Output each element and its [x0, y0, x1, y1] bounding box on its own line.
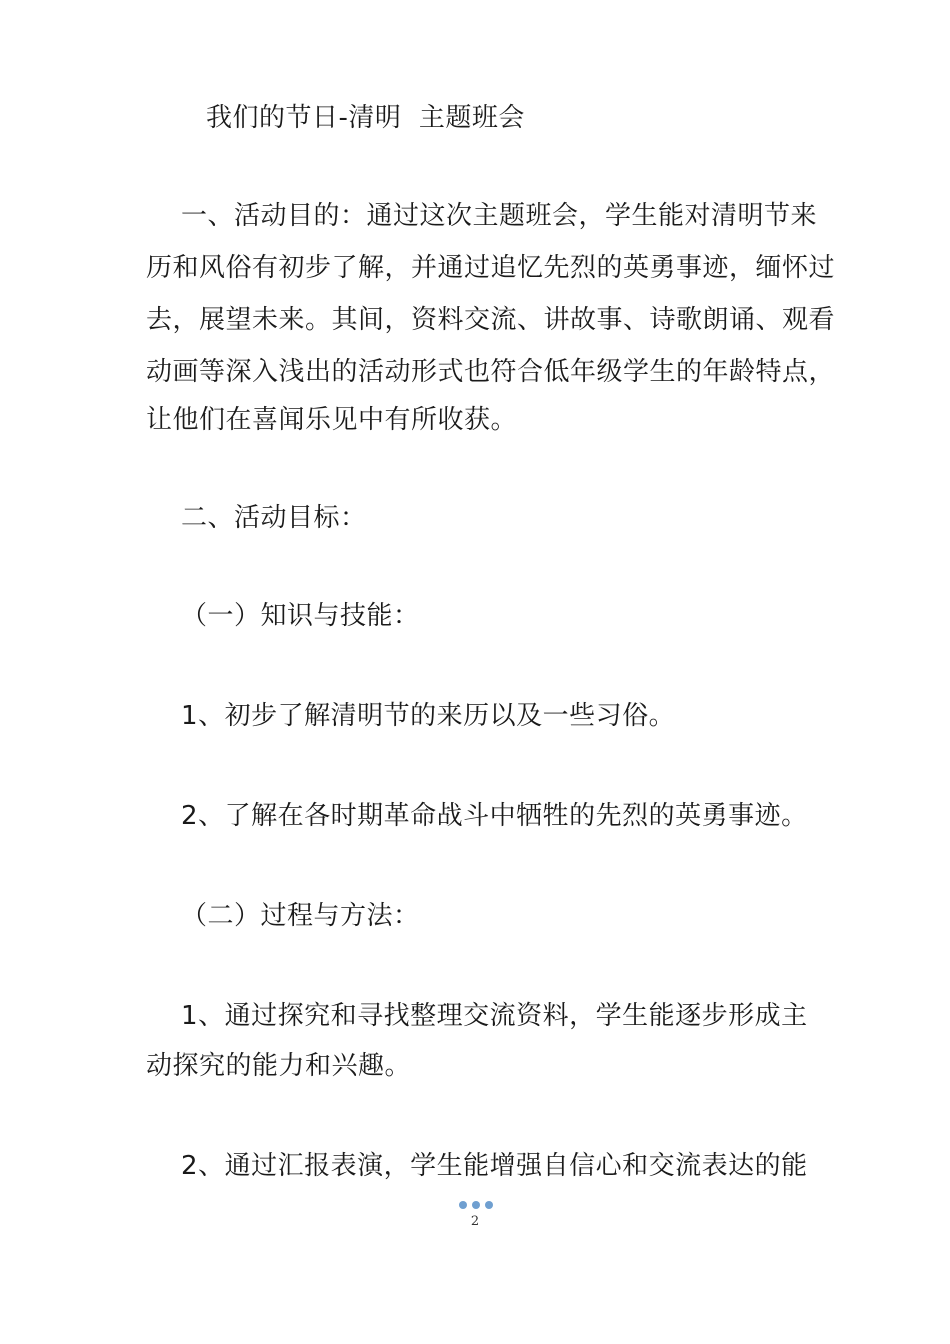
- item-1-1: 1、初步了解清明节的来历以及一些习俗。: [146, 701, 676, 731]
- paragraph-1-line-4: 动画等深入浅出的活动形式也符合低年级学生的年龄特点，: [146, 357, 836, 387]
- paragraph-1-line-3: 去，展望未来。其间，资料交流、讲故事、诗歌朗诵、观看: [146, 305, 836, 335]
- paragraph-1-line-1: 一、活动目的：通过这次主题班会，学生能对清明节来: [146, 201, 818, 231]
- page-ellipsis-icon: [459, 1200, 493, 1210]
- item-1-2: 2、了解在各时期革命战斗中牺牲的先烈的英勇事迹。: [146, 801, 808, 831]
- subsection-2-heading: （二）过程与方法：: [146, 901, 420, 931]
- item-2-2-line-1: 2、通过汇报表演，学生能增强自信心和交流表达的能: [146, 1151, 808, 1181]
- paragraph-1-line-2: 历和风俗有初步了解，并通过追忆先烈的英勇事迹，缅怀过: [146, 253, 836, 283]
- item-2-1-line-1: 1、通过探究和寻找整理交流资料，学生能逐步形成主: [146, 1001, 808, 1031]
- paragraph-1-line-5: 让他们在喜闻乐见中有所收获。: [146, 405, 518, 435]
- subsection-1-heading: （一）知识与技能：: [146, 601, 420, 631]
- item-2-1-line-2: 动探究的能力和兴趣。: [146, 1051, 412, 1081]
- dot-icon: [459, 1201, 467, 1209]
- document-title: 我们的节日-清明 主题班会: [206, 103, 525, 133]
- dot-icon: [485, 1201, 493, 1209]
- page-number: 2: [470, 1214, 480, 1229]
- section-2-heading: 二、活动目标：: [146, 503, 367, 533]
- dot-icon: [472, 1201, 480, 1209]
